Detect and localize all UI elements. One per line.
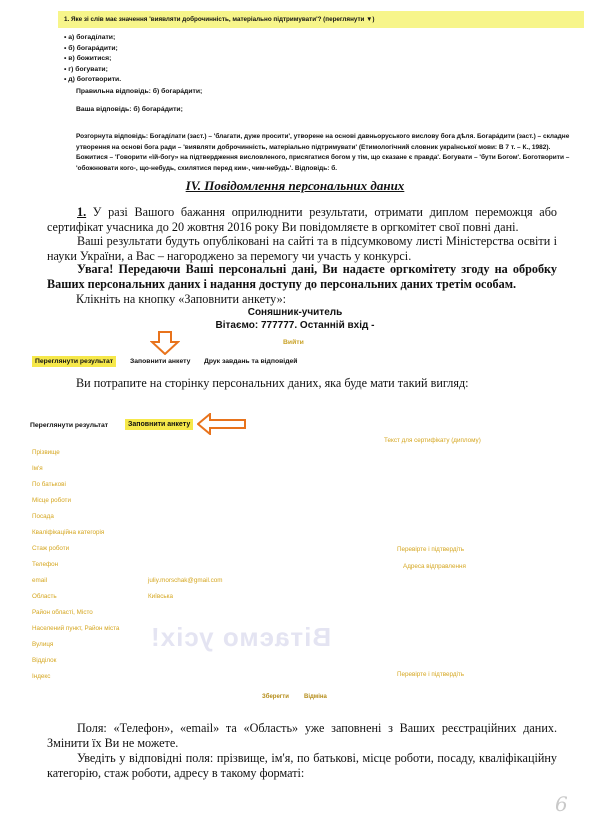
field-surname[interactable]: Прізвище <box>32 449 60 456</box>
option-b: • б) богарáдити; <box>64 44 118 52</box>
paragraph-instruction: Клікніть на кнопку «Заповнити анкету»: <box>76 292 287 306</box>
shipping-address-label: Адреса відправлення <box>403 563 466 570</box>
field-branch[interactable]: Відділок <box>32 657 57 664</box>
field-street[interactable]: Вулиця <box>32 641 54 648</box>
paragraph-1: 1. У разі Вашого бажання оприлюднити результати, отримати диплом переможця або сертифікат учасника до 20 жовтня 2016 року Ви повідомляєте в оргкомітет свої повні дані. <box>47 205 557 234</box>
region-value: Київська <box>148 593 174 600</box>
arrow-left-icon <box>197 413 247 435</box>
fill-form-button-2[interactable]: Заповнити анкету <box>125 419 193 430</box>
field-district[interactable]: Район області, Місто <box>32 609 93 616</box>
print-tasks-link[interactable]: Друк завдань та відповідей <box>204 358 298 365</box>
paragraph-2: Ваші результати будуть опубліковані на сайті та в підсумковому листі Міністерства освіти і науки України, а Вас – нагороджено за перемогу чи участь у конкурсі. <box>47 234 557 263</box>
field-position[interactable]: Посада <box>32 513 54 520</box>
option-d: • г) богувати; <box>64 65 108 73</box>
arrow-down-icon <box>150 331 180 355</box>
fill-form-button[interactable]: Заповнити анкету <box>130 358 191 365</box>
welcome-text: Вітаємо: 777777. Останній вхід - <box>215 320 375 331</box>
field-patronymic[interactable]: По батькові <box>32 481 66 488</box>
page-number-mark: 6 <box>555 792 568 816</box>
question-header: 1. Яке зі слів має значення 'виявляти доброчинність, матеріально підтримувати'? (переглянути ▼) <box>58 11 584 28</box>
answer-explanation: Розгорнута відповідь: Богадíлати (заст.) – 'благати, дуже просити', утворене на основі давньоруського вислову бога дѣля. Богарáдити (заст.) – складне утворення на основі бога ради – 'виявляти доброчинність, матеріально підтримувати' (Етимологічний словник української мови: В 7 т. – К., 1982). Божитися – 'Говорити «їй-богу» на підтвердження висловленого, присягатися богом у тім, що сказане є правда'. Богувати – 'бути Богом'. Боготворити – 'обожнювати кого-, що-небудь, схилятися перед ким-, чим-небудь'. Відповідь: б. <box>76 133 570 172</box>
check-confirm-2[interactable]: Перевірте і підтвердіть <box>397 671 465 678</box>
certificate-text-label: Текст для сертифікату (диплому) <box>384 437 481 444</box>
cancel-button[interactable]: Відміна <box>304 694 327 700</box>
option-c: • в) божитися; <box>64 55 112 62</box>
view-results-button[interactable]: Переглянути результат <box>32 356 116 367</box>
your-answer: Ваша відповідь: б) богарáдити; <box>76 106 183 113</box>
paragraph-view: Ви потрапите на сторінку персональних даних, яка буде мати такий вигляд: <box>76 376 469 390</box>
ghost-watermark: Вітаємо усіх! <box>150 622 332 652</box>
field-workplace[interactable]: Місце роботи <box>32 497 71 504</box>
field-region: Область <box>32 593 57 600</box>
field-locality[interactable]: Населений пункт, Район міста <box>32 625 120 632</box>
paragraph-fields-note: Поля: «Телефон», «email» та «Область» уже заповнені з Ваших реєстраційних даних. Змінити їх Ви не можете. <box>47 721 557 750</box>
field-email: email <box>32 577 48 584</box>
paragraph-enter-fields: Уведіть у відповідні поля: прізвище, ім'я, по батькові, місце роботи, посаду, кваліфікаційну категорію, стаж роботи, адресу в такому форматі: <box>47 751 557 780</box>
item-number: 1. <box>77 205 87 219</box>
field-name[interactable]: Ім'я <box>32 465 43 472</box>
answer-options <box>64 33 121 86</box>
view-results-link-2[interactable]: Переглянути результат <box>30 422 109 429</box>
brand-title: Соняшник-учитель <box>247 307 343 318</box>
field-experience[interactable]: Стаж роботи <box>32 545 70 552</box>
exit-link[interactable]: Вийти <box>283 339 304 346</box>
field-index[interactable]: Індекс <box>32 673 51 680</box>
correct-answer: Правильна відповідь: б) богарáдити; <box>76 88 203 95</box>
email-value: juliy.morschak@gmail.com <box>148 577 223 584</box>
check-confirm-1[interactable]: Перевірте і підтвердіть <box>397 546 465 553</box>
warning-paragraph: Увага! Передаючи Ваші персональні дані, Ви надаєте оргкомітету згоду на обробку Ваших персональних даних і надання доступу до персональних даних третім особам. <box>47 262 557 291</box>
option-a: • а) богадíлати; <box>64 34 116 41</box>
section-heading: IV. Повідомлення персональних даних <box>185 178 405 193</box>
option-e: • д) боготворити. <box>64 76 122 83</box>
field-phone: Телефон <box>32 561 59 568</box>
save-button[interactable]: Зберегти <box>262 694 289 700</box>
field-qualification[interactable]: Кваліфікаційна категорія <box>32 529 105 536</box>
